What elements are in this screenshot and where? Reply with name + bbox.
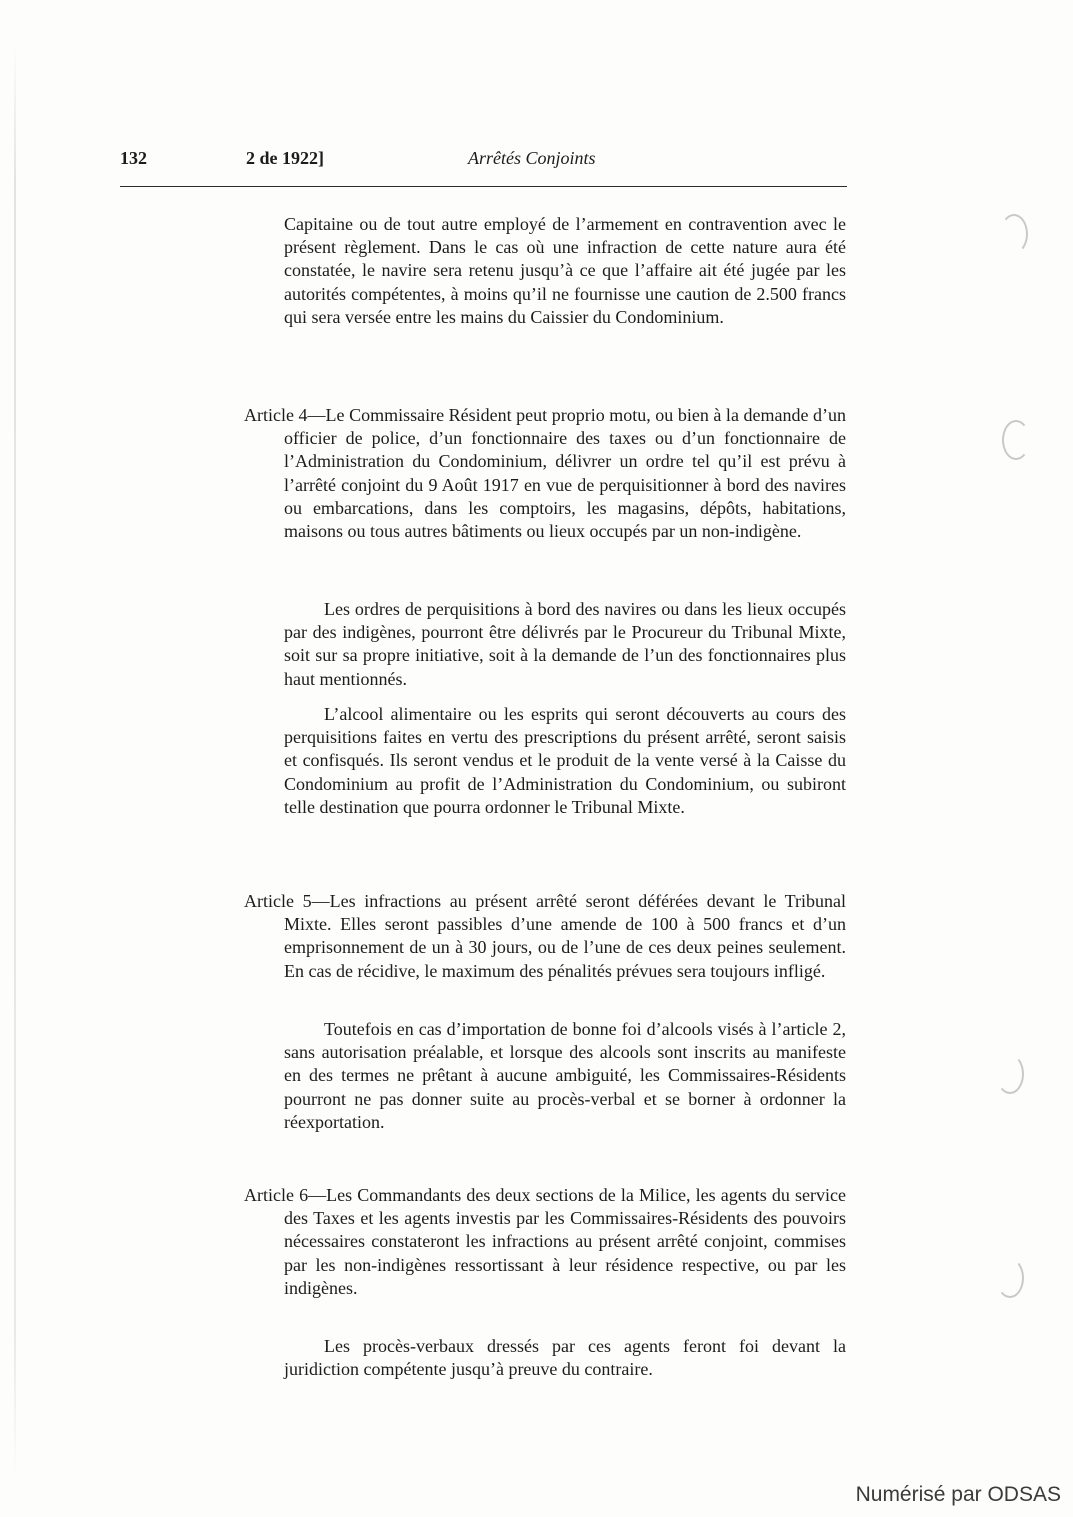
punch-hole-mark (1000, 214, 1028, 254)
punch-hole-mark (996, 1054, 1024, 1094)
article-5-paragraph-2: Toutefois en cas d’importation de bonne foi d’alcools visés à l’article 2, sans autorisation préalable, et lorsque des alcools sont inscrits au manifeste en des termes ne prêtant à aucune ambiguité, les Commissaires-Résidents pourront ne pas donner suite au procès-verbal et se borner à ordonner la réexportation. (284, 1019, 846, 1132)
header-rule (120, 186, 847, 187)
punch-hole-mark (1002, 420, 1030, 460)
act-reference: 2 de 1922] (246, 148, 324, 168)
article-6: Article 6—Les Commandants des deux sections de la Milice, les agents du service des Taxes et les agents investis par les Commissaires-Résidents des pouvoirs nécessaires constateront les infractions au présent arrêté conjoint, commises par les non-indigènes ressortissant à leur résidence respective, ou par les indigènes. (244, 1185, 846, 1298)
page-header (0, 148, 1073, 174)
article-5: Article 5—Les infractions au présent arrêté seront déférées devant le Tribunal Mixte. Elles seront passibles d’une amende de 100 à 500 francs et d’un emprisonnement de un à 30 jours, ou de l’une de ces deux peines seulement. En cas de récidive, le maximum des pénalités prévues sera toujours infligé. (244, 891, 846, 981)
page-number: 132 (120, 148, 147, 168)
punch-hole-mark (996, 1258, 1024, 1298)
running-title: Arrêtés Conjoints (468, 148, 596, 168)
article-3-continuation: Capitaine ou de tout autre employé de l’armement en contravention avec le présent règlement. Dans le cas où une infraction de cette nature aura été constatée, le navire sera retenu jusqu’à ce que l’affaire ait été jugée par les autorités compétentes, à moins qu’il ne fournisse une caution de 2.500 francs qui sera versée entre les mains du Caissier du Condominium. (284, 214, 846, 327)
article-4: Article 4—Le Commissaire Résident peut proprio motu, ou bien à la demande d’un officier de police, d’un fonctionnaire des taxes ou d’un fonctionnaire de l’Administration du Condominium, délivrer un ordre tel qu’il est prévu à l’arrêté conjoint du 9 Août 1917 en vue de perquisitionner à bord des navires ou embarcations, dans les comptoirs, les magasins, dépôts, habitations, maisons ou tous autres bâtiments ou lieux occupés par un non-indigène. (244, 405, 846, 542)
article-6-paragraph-2: Les procès-verbaux dressés par ces agents feront foi devant la juridiction compétente jusqu’à preuve du contraire. (284, 1336, 846, 1380)
scan-page-edge (14, 40, 16, 1480)
article-4-paragraph-2: Les ordres de perquisitions à bord des navires ou dans les lieux occupés par des indigènes, pourront être délivrés par le Procureur du Tribunal Mixte, soit sur sa propre initiative, soit à la demande de l’un des fonctionnaires plus haut mentionnés. (284, 599, 846, 689)
article-4-paragraph-3: L’alcool alimentaire ou les esprits qui seront découverts au cours des perquisitions faites en vertu des prescriptions du présent arrêté, seront saisis et confisqués. Ils seront vendus et le produit de la vente versé à la Caisse du Condominium au profit de l’Administration du Condominium, ou subiront telle destination que pourra ordonner le Tribunal Mixte. (284, 704, 846, 817)
digitization-watermark: Numérisé par ODSAS (855, 1483, 1061, 1506)
